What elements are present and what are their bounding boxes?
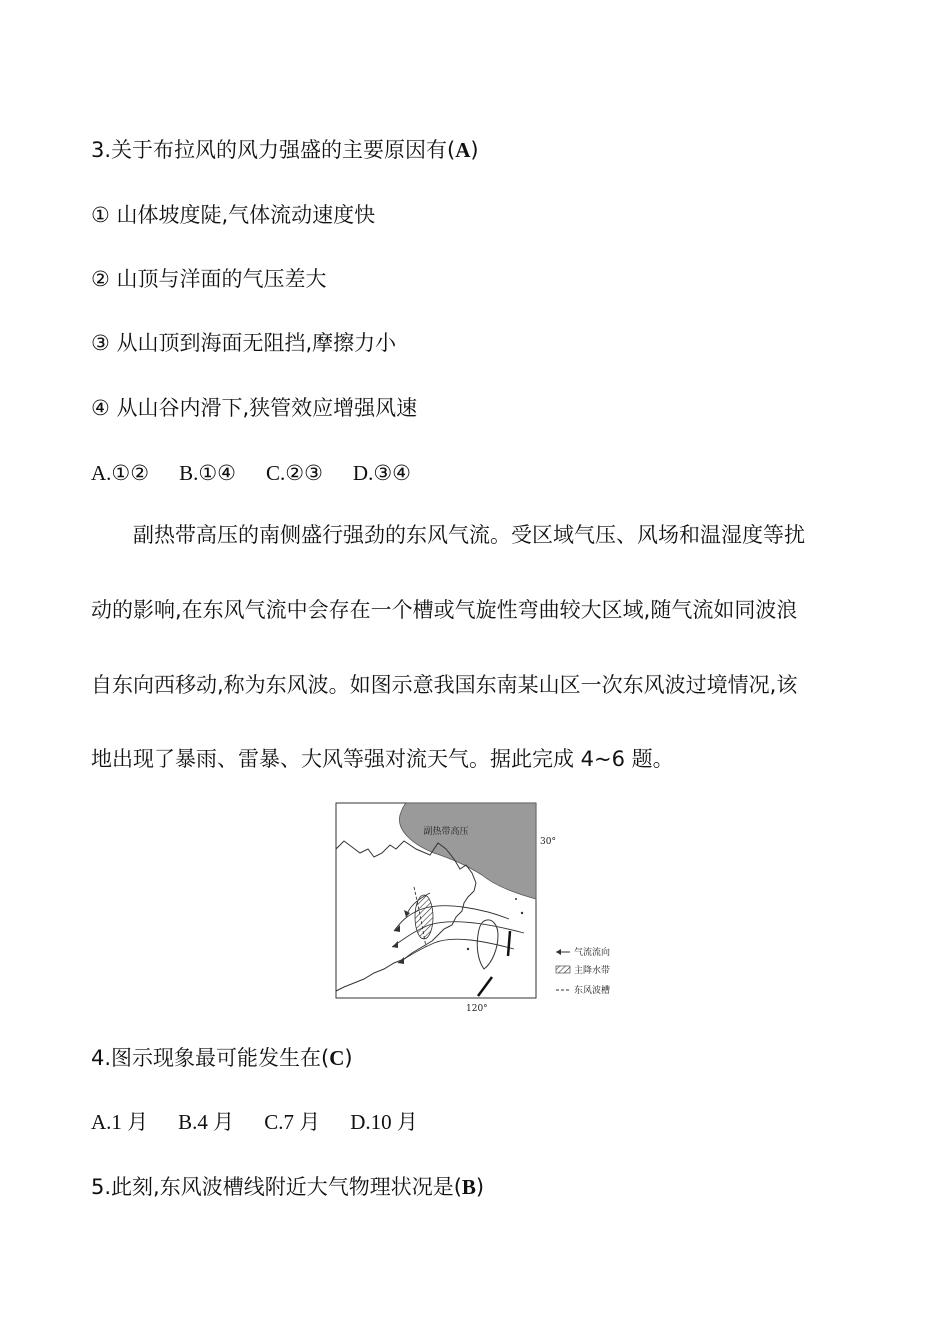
map-legend bbox=[556, 946, 610, 996]
q3-option-4: ④ 从山谷内滑下,狭管效应增强风速 bbox=[91, 396, 418, 420]
latitude-label: 30° bbox=[540, 837, 556, 847]
q3-option-1: ① 山体坡度陡,气体流动速度快 bbox=[91, 203, 376, 227]
q5-answer: B bbox=[461, 1175, 476, 1199]
longitude-label: 120° bbox=[466, 1004, 488, 1014]
q3-choices bbox=[91, 458, 441, 488]
q4-answer: C bbox=[329, 1046, 345, 1070]
q3-choice-c: C.②③ bbox=[266, 461, 323, 485]
q3-choice-d: D.③④ bbox=[352, 461, 411, 485]
q4-choice-b: B.4 月 bbox=[178, 1110, 235, 1134]
q4-choice-c: C.7 月 bbox=[264, 1110, 321, 1134]
passage-line-2: 动的影响,在东风气流中会存在一个槽或气旋性弯曲较大区域,随气流如同波浪 bbox=[91, 598, 798, 622]
q3-option-2: ② 山顶与洋面的气压差大 bbox=[91, 267, 327, 291]
legend-airflow-label: 气流流向 bbox=[574, 948, 611, 958]
island-dot bbox=[515, 898, 517, 900]
easterly-wave-map bbox=[334, 801, 624, 1016]
q4-choices bbox=[91, 1107, 448, 1137]
q4-choice-a: A.1 月 bbox=[91, 1110, 149, 1134]
q3-answer: A bbox=[455, 138, 471, 162]
island-dot bbox=[467, 948, 469, 950]
island-dot bbox=[521, 912, 523, 914]
q3-option-3: ③ 从山顶到海面无阻挡,摩擦力小 bbox=[91, 331, 397, 355]
q4-stem: 4.图示现象最可能发生在(C) bbox=[91, 1046, 353, 1070]
subtropical-high-label: 副热带高压 bbox=[423, 827, 469, 837]
q3-stem: 3.关于布拉风的风力强盛的主要原因有(A) bbox=[91, 138, 479, 162]
passage-line-4: 地出现了暴雨、雷暴、大风等强对流天气。据此完成 4~6 题。 bbox=[91, 747, 674, 771]
passage-line-3: 自东向西移动,称为东风波。如图示意我国东南某山区一次东风波过境情况,该 bbox=[91, 673, 798, 697]
q3-choice-b: B.①④ bbox=[179, 461, 236, 485]
q4-choice-d: D.10 月 bbox=[350, 1110, 418, 1134]
legend-trough-label: 东风波槽 bbox=[574, 986, 611, 996]
legend-rainband-label: 主降水带 bbox=[574, 966, 611, 976]
q3-choice-a: A.①② bbox=[91, 461, 150, 485]
q5-stem: 5.此刻,东风波槽线附近大气物理状况是(B) bbox=[91, 1175, 485, 1199]
passage-line-1: 副热带高压的南侧盛行强劲的东风气流。受区域气压、风场和温湿度等扰 bbox=[133, 523, 805, 547]
